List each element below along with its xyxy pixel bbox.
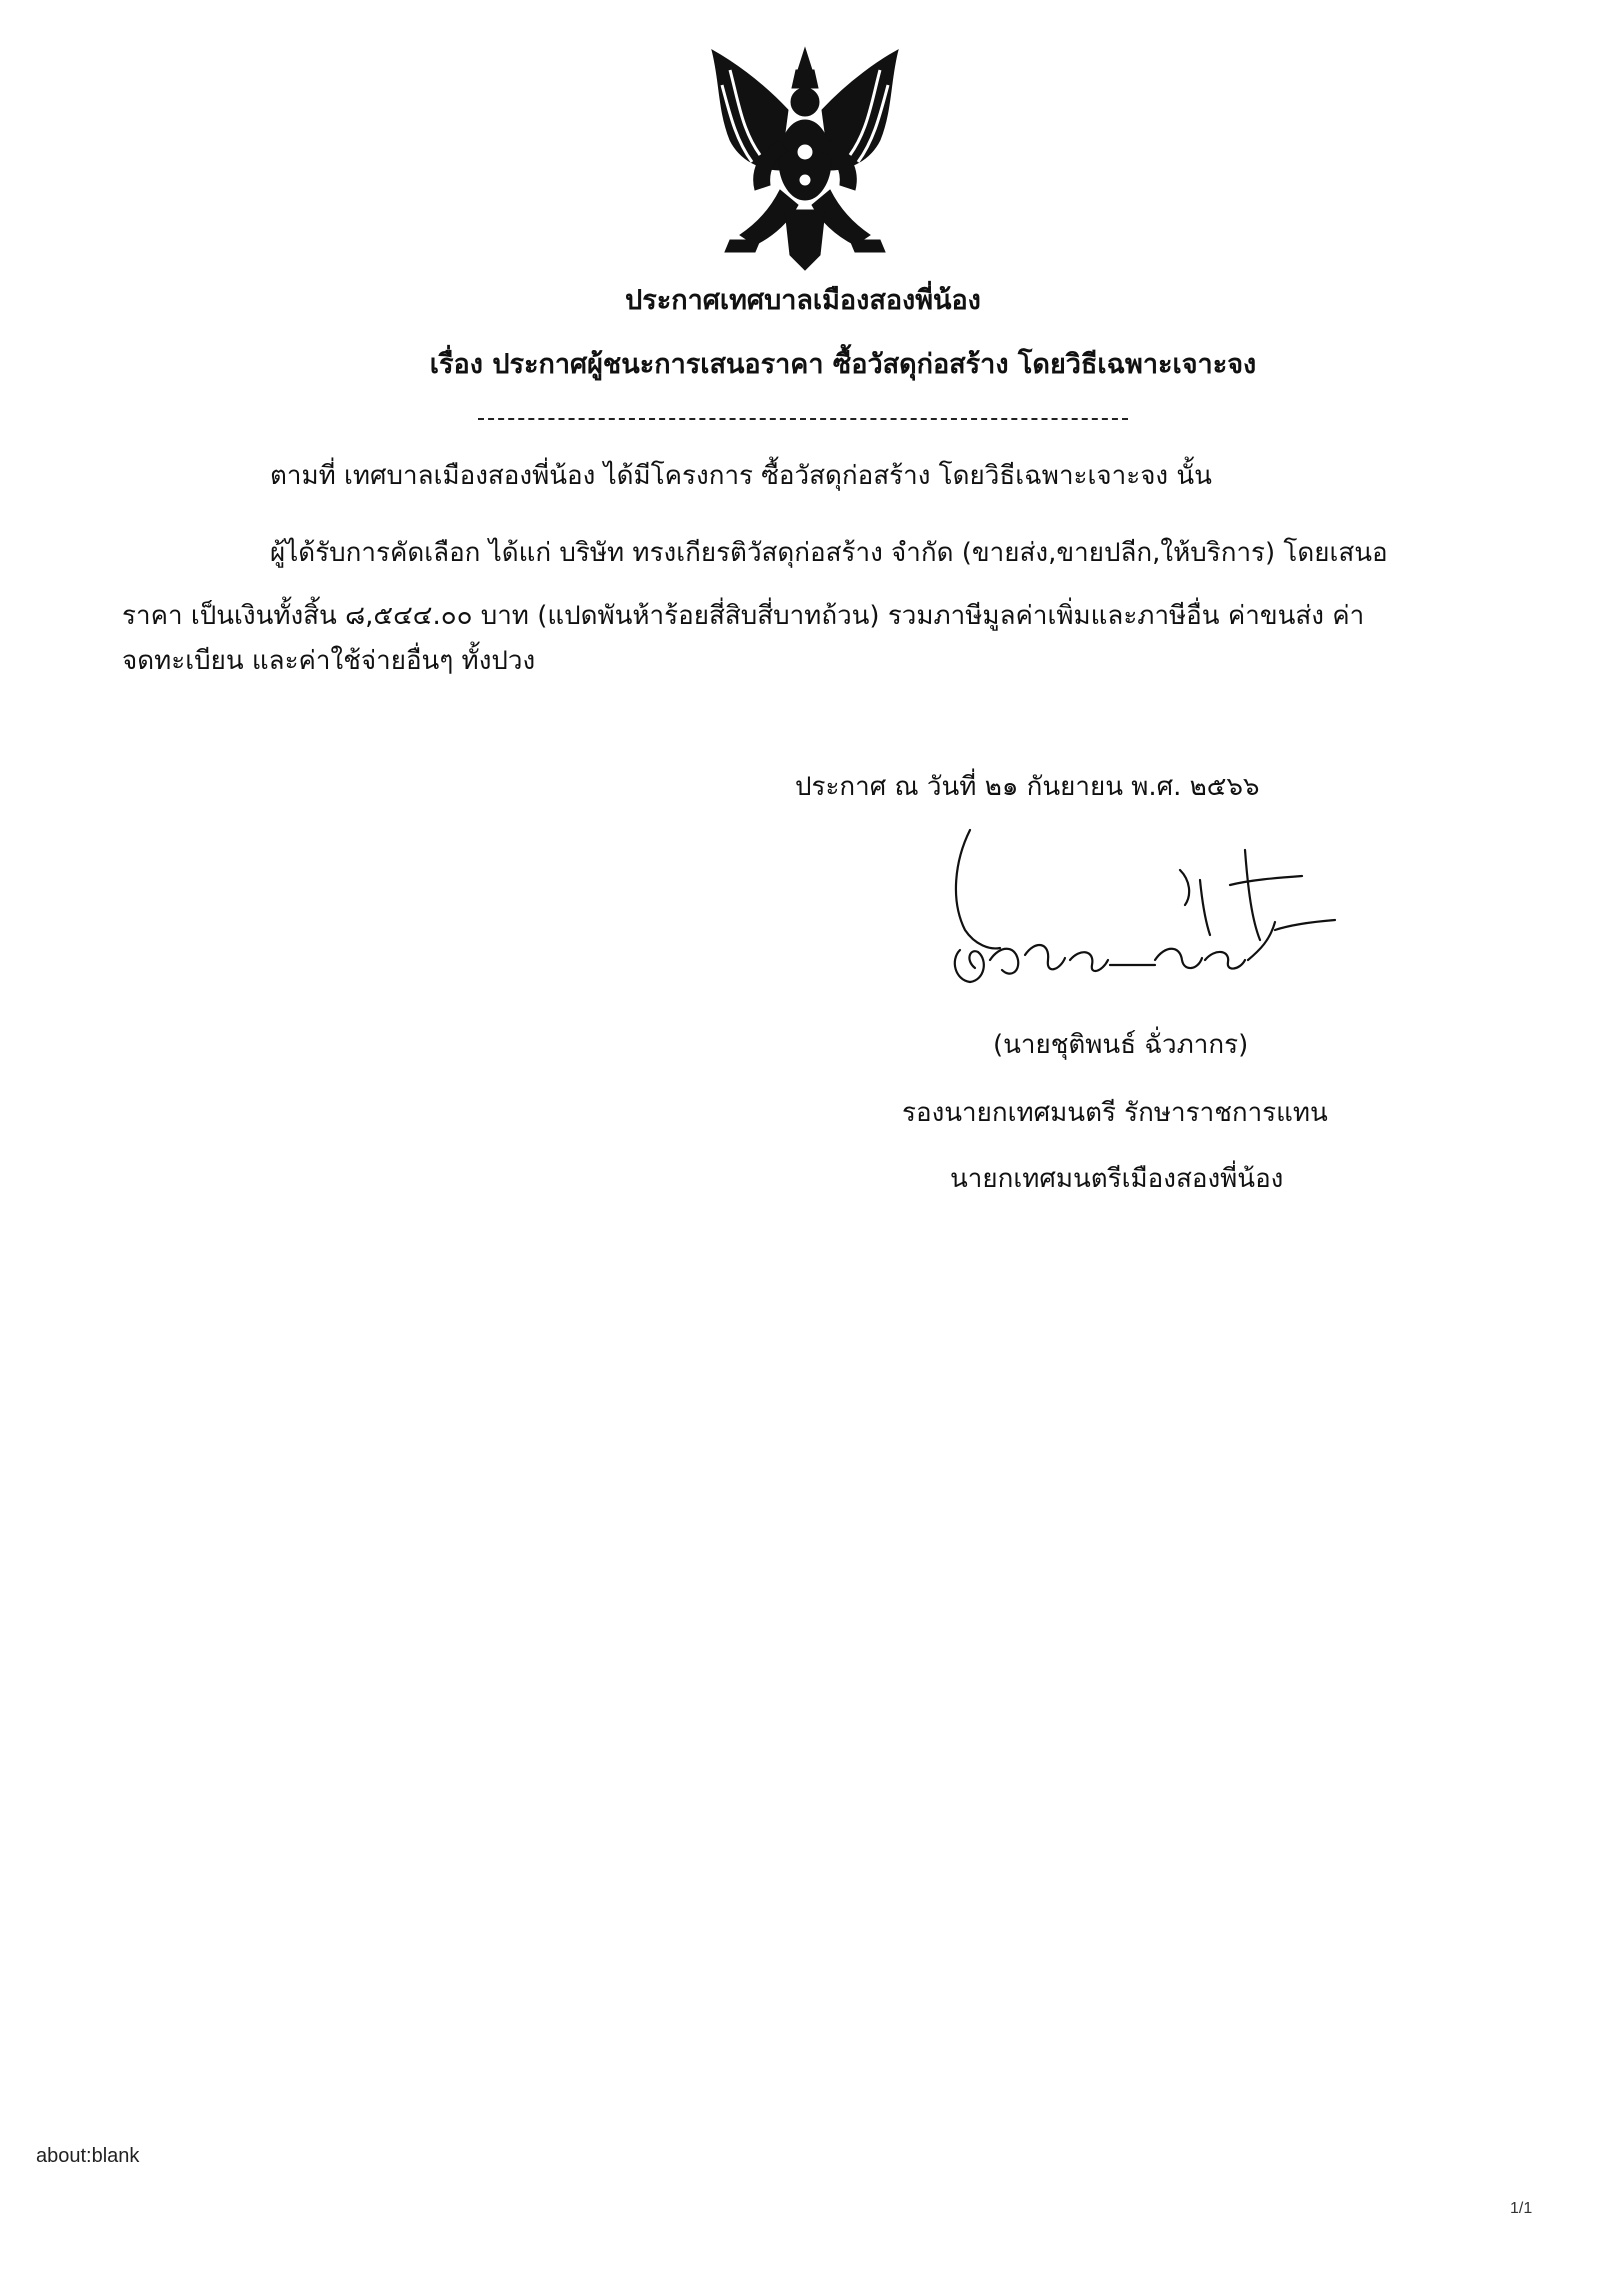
document-title: ประกาศเทศบาลเมืองสองพี่น้อง	[625, 285, 981, 316]
signer-name: (นายชุติพนธ์ ฉั่วภากร)	[993, 1030, 1249, 1060]
body-paragraph-line-1: ตามที่ เทศบาลเมืองสองพี่น้อง ได้มีโครงการ ซื้อวัสดุก่อสร้าง โดยวิธีเฉพาะเจาะจง นั้น	[270, 461, 1212, 491]
announcement-date: ประกาศ ณ วันที่ ๒๑ กันยายน พ.ศ. ๒๕๖๖	[795, 772, 1260, 802]
page-indicator: 1/1	[1510, 2200, 1533, 2217]
title-divider	[478, 418, 1128, 420]
garuda-emblem-icon	[700, 40, 910, 275]
signer-position-line-2: นายกเทศมนตรีเมืองสองพี่น้อง	[950, 1164, 1284, 1194]
body-paragraph-line-2: ผู้ได้รับการคัดเลือก ได้แก่ บริษัท ทรงเกียรติวัสดุก่อสร้าง จำกัด (ขายส่ง,ขายปลีก,ให้บริการ) โดยเสนอ	[270, 538, 1388, 568]
signer-position-line-1: รองนายกเทศมนตรี รักษาราชการแทน	[902, 1098, 1328, 1128]
handwritten-signature	[930, 810, 1370, 1000]
footer-url: about:blank	[36, 2145, 140, 2167]
body-paragraph-line-4: จดทะเบียน และค่าใช้จ่ายอื่นๆ ทั้งปวง	[122, 646, 536, 676]
body-paragraph-line-3: ราคา เป็นเงินทั้งสิ้น ๘,๕๔๔.๐๐ บาท (แปดพันห้าร้อยสี่สิบสี่บาทถ้วน) รวมภาษีมูลค่าเพิ่มและภาษีอื่น ค่าขนส่ง ค่า	[122, 601, 1365, 631]
document-subject: เรื่อง ประกาศผู้ชนะการเสนอราคา ซื้อวัสดุก่อสร้าง โดยวิธีเฉพาะเจาะจง	[429, 349, 1257, 380]
